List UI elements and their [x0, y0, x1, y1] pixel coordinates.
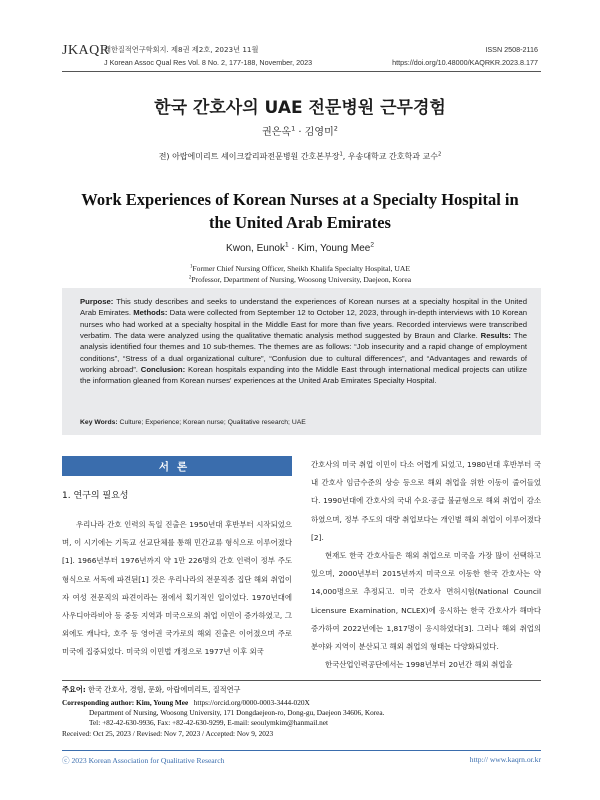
- abstract-purpose-label: Purpose:: [80, 297, 114, 306]
- footer-divider: [62, 750, 541, 751]
- doi-link[interactable]: https://doi.org/10.48000/KAQRKR.2023.8.177: [392, 58, 538, 67]
- orcid-link[interactable]: https://orcid.org/0000-0003-3444-020X: [193, 698, 310, 707]
- subsection-title: 1. 연구의 필요성: [62, 491, 129, 501]
- affiliation-2-sup: 2: [437, 151, 442, 158]
- abstract-text: [80, 296, 527, 387]
- abstract-purpose: This study describes and seeks to understand the experiences of Korean nurses at a specialty hospital in the United Arab Emirates.: [80, 297, 527, 318]
- keywords-label: Key Words:: [80, 419, 118, 426]
- author-separator: ·: [295, 127, 305, 138]
- affiliations-english: [0, 264, 600, 285]
- issn: ISSN 2508-2116: [485, 45, 538, 54]
- section-title: 서론: [158, 461, 196, 473]
- author-1-sup: 1: [291, 124, 296, 133]
- author-en-1-sup: 1: [284, 241, 289, 249]
- journal-logo: JKAQR: [62, 43, 110, 58]
- author-en-2-name: Kim, Young Mee: [297, 243, 371, 254]
- right-column-paragraph-3: 한국산업인력공단에서는 1998년부터 20년간 해외 취업을: [325, 660, 513, 670]
- left-column-paragraph: 우리나라 간호 인력의 독일 진출은 1950년대 후반부터 시작되었으며, 이 시기에는 기독교 선교단체를 통해 민간교류 형식으로 이루어졌다[1]. 1966년부터 1976년까지 약 1만 226명의 간호 인력이 정부 주도 형식으로 서독에 파견된[1] 것은 우리나라의 전문직종 집단 해외 취업이자 여성 전문직의 파견이라는 점에서 획기적인 일이었다. 1970년대에 사우디아라비아 등 중동 지역과 미국으로의 취업 이민이 증가하였고, 그 외에도 캐나다, 호주 등 영어권 국가로의 해외 진출은 이어졌으며 주로 미국에 집중되었다. 미국의 이민법 개정으로 1977년 이후 외국: [62, 520, 292, 657]
- affiliations-korean: [0, 151, 600, 162]
- right-column-paragraph-1: 간호사의 미국 취업 이민이 다소 어렵게 되었고, 1980년대 후반부터 국내 간호사 임금수준의 상승 등으로 해외 취업을 위한 이동이 줄어들었다. 1990년대에 간호사의 국내 수요·공급 불균형으로 해외 취업이 감소하였으며, 정부 주도의 대량 취업보다는 개인별 해외 취업이 이루어졌다[2].: [311, 460, 541, 542]
- affiliation-2: 우송대학교 간호학과 교수: [347, 152, 438, 161]
- header-divider: [62, 71, 541, 72]
- author-2-sup: 2: [333, 124, 338, 133]
- journal-citation-ko: 대한질적연구학회지. 제8권 제2호, 2023년 11월: [104, 45, 259, 54]
- left-column-body: [62, 516, 292, 662]
- affiliation-en-1-sup: 1: [189, 264, 193, 270]
- right-column-paragraph-2: 현재도 한국 간호사들은 해외 취업으로 미국을 가장 많이 선택하고 있으며, 2000년부터 2015년까지 미국으로 이동한 한국 간호사는 약 14,000명으로 추정되고. 미국 간호사 면허시험(National Council Licensure Examination, NCLEX)에 응시하는 한국 간호사가 해마다 증가하여 2022년에는 1,817명이 응시하였다[3]. 그러나 해외 취업의 분야와 지역이 분산되고 해외 취업의 형태는 다양화되었다.: [311, 551, 541, 652]
- copyright: ⓒ 2023 Korean Association for Qualitative Research: [62, 756, 225, 765]
- affiliation-en-2-sup: 2: [188, 274, 192, 280]
- abstract-results-label: Results:: [480, 331, 511, 341]
- authors-english: [0, 243, 600, 254]
- corresponding-author-label: Corresponding author: Kim, Young Mee: [62, 698, 189, 707]
- author-en-2-sup: 2: [370, 241, 374, 249]
- korean-keywords: [62, 685, 241, 695]
- author-en-1-name: Kwon, Eunok: [226, 243, 285, 254]
- affiliation-1: 전) 아랍에미리트 셰이크칼리파전문병원 간호본부장: [158, 152, 340, 161]
- affiliation-separator: ,: [342, 152, 348, 161]
- author-address: Department of Nursing, Woosong University, 171 Dongdaejeon-ro, Dong-gu, Daejeon 34606, Korea.: [89, 708, 385, 717]
- submission-dates: Received: Oct 25, 2023 / Revised: Nov 7, 2023 / Accepted: Nov 9, 2023: [62, 729, 274, 738]
- author-1-name: 권은옥: [262, 127, 292, 138]
- authors-korean: [0, 123, 600, 138]
- keywords-list: Culture; Experience; Korean nurse; Qualitative research; UAE: [117, 419, 306, 426]
- abstract-methods-label: Methods:: [133, 308, 168, 318]
- abstract-methods: Data were collected from September 12 to October 12, 2023, through in-depth interviews with 10 Korean nurses who had worked at a specialty hospital in the Middle East for more than five years. Recorded interviews were transcribed verbatim. The data were analyzed using the qualitative thematic analysis method suggested by Braun and Clarke.: [80, 308, 527, 341]
- author-en-separator: ·: [288, 243, 298, 254]
- abstract-conclusion-label: Conclusion:: [140, 365, 186, 375]
- author-2-name: 김영미: [304, 127, 334, 138]
- footnote-divider: [62, 680, 541, 681]
- journal-url[interactable]: http:// www.kaqrn.or.kr: [469, 755, 541, 764]
- right-column-body: [311, 456, 541, 674]
- abstract-conclusion: Korean hospitals expanding into the Middle East through international medical projects can utilize the information gleaned from Korean nurses' experiences at the United Arab Emirates Specialty Hospital.: [80, 365, 527, 386]
- keywords: [80, 419, 306, 426]
- affiliation-en-1-text: Former Chief Nursing Officer, Sheikh Khalifa Specialty Hospital, UAE: [192, 264, 411, 273]
- affiliation-1-sup: 1: [339, 151, 343, 158]
- abstract-results: The analysis identified four themes and 10 sub-themes. The themes are as follows: “Job insecurity and a rapid change of employment conditions”, “Stress of a dual organizational culture”, “Confusion due to cultural differences”, and “Advantages and rewards of working abroad”.: [80, 331, 527, 375]
- journal-citation-en: J Korean Assoc Qual Res Vol. 8 No. 2, 177-188, November, 2023: [104, 58, 313, 67]
- title-english: Work Experiences of Korean Nurses at a Specialty Hospital in the United Arab Emirates: [81, 190, 519, 232]
- affiliation-en-2: [0, 275, 600, 286]
- corresponding-author: [62, 698, 384, 728]
- korean-keywords-list: 한국 간호사, 경험, 문화, 아랍에미리트, 질적연구: [85, 685, 241, 694]
- affiliation-en-2-text: Professor, Department of Nursing, Woosong University, Daejeon, Korea: [191, 274, 412, 284]
- korean-keywords-label: 주요어:: [62, 685, 86, 694]
- affiliation-en-1: [0, 264, 600, 275]
- author-contact: Tel: +82-42-630-9936, Fax: +82-42-630-9299, E-mail: seoulymkim@hanmail.net: [89, 718, 328, 727]
- title-korean: 한국 간호사의 UAE 전문병원 근무경험: [154, 98, 446, 118]
